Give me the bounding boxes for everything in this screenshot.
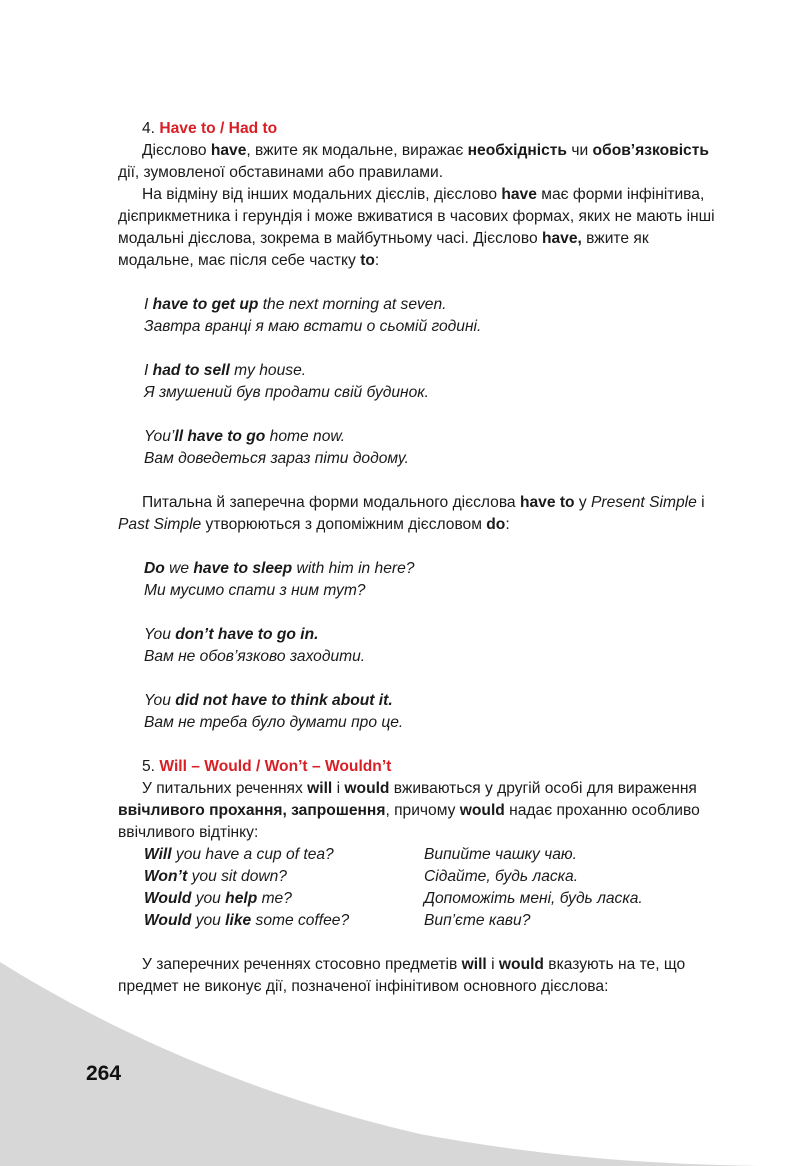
section-5-paragraph-2: У заперечних реченнях стосовно предметів will і would вказують на те, що предмет не виконує дії, позначеної інфінітивом основного дієслова: [118, 956, 686, 995]
example-5-translation: Вам не обов’язково заходити. [144, 648, 366, 665]
page-content [118, 118, 728, 998]
example-1-translation: Завтра вранці я маю встати о сьомій годині. [144, 318, 482, 335]
example-pair: Won’t you sit down? Сідайте, будь ласка. [144, 868, 579, 885]
example-pair: Would you like some coffee? Вип’єте кави? [144, 912, 531, 929]
example-5-english: You don’t have to go in. [144, 626, 319, 643]
example-3-english: You’ll have to go home now. [144, 428, 346, 445]
example-2 [118, 360, 728, 404]
example-4-translation: Ми мусимо спати з ним тут? [144, 582, 366, 599]
page-number: 264 [86, 1062, 122, 1085]
example-1-english: I have to get up the next morning at seven. [144, 296, 447, 313]
example-2-english: I had to sell my house. [144, 362, 307, 379]
example-3-translation: Вам доведеться зараз піти додому. [144, 450, 410, 467]
example-6 [118, 690, 728, 734]
example-3 [118, 426, 728, 470]
section-4-paragraph-1: Дієслово have, вжите як модальне, виражає необхідність чи обов’язковість дії, зумовленої обставинами або правилами. [118, 142, 709, 181]
example-pair: Will you have a cup of tea? Випийте чашку чаю. [144, 846, 577, 863]
section-4-paragraph-2: На відміну від інших модальних дієслів, дієслово have має форми інфінітива, дієприкметника і герундія і може вживатися в часових формах, яких не мають інші модальні дієслова, зокрема в майбутньому часі. Дієслово have, вжите як модальне, має після себе частку to: [118, 186, 715, 269]
section-4-heading: 4. Have to / Had to [142, 120, 278, 137]
example-4-english: Do we have to sleep with him in here? [144, 560, 415, 577]
example-6-english: You did not have to think about it. [144, 692, 393, 709]
section-4-paragraph-3: Питальна й заперечна форми модального дієслова have to у Present Simple і Past Simple утворюються з допоміжним дієсловом do: [118, 494, 705, 533]
example-5 [118, 624, 728, 668]
section-5-paragraph-1: У питальних реченнях will і would вживаються у другій особі для вираження ввічливого прохання, запрошення, причому would надає проханню особливо ввічливого відтінку: [118, 780, 700, 841]
section-5-heading: 5. Will – Would / Won’t – Wouldn’t [142, 758, 392, 775]
polite-request-examples [118, 844, 728, 932]
example-4 [118, 558, 728, 602]
example-pair: Would you help me? Допоможіть мені, будь ласка. [144, 890, 643, 907]
example-2-translation: Я змушений був продати свій будинок. [144, 384, 430, 401]
example-6-translation: Вам не треба було думати про це. [144, 714, 404, 731]
example-1 [118, 294, 728, 338]
